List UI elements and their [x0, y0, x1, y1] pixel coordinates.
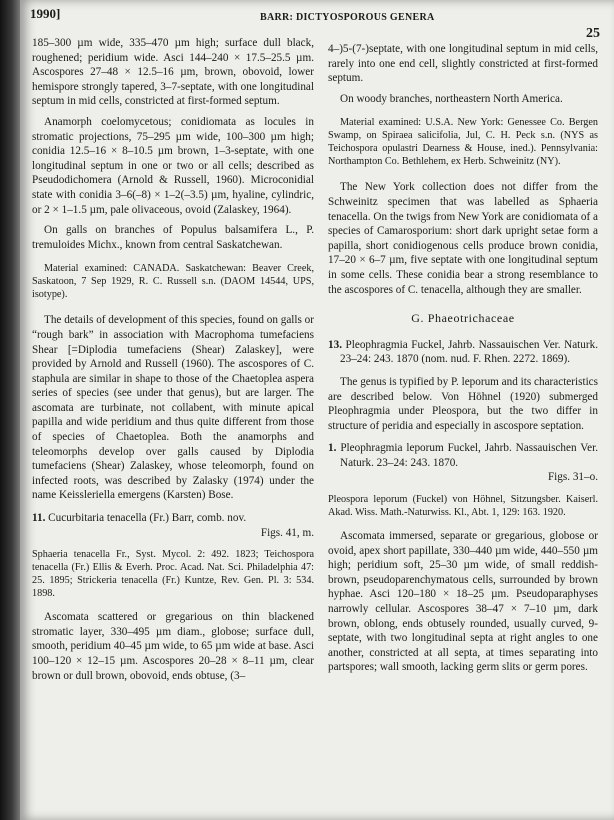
genus-entry-number: 13.	[328, 338, 342, 351]
synonymy: Sphaeria tenacella Fr., Syst. Mycol. 2: 492. 1823; Teichospora tenacella (Fr.) Ellis & Everh. Proc. Acad. Nat. Sci. Philadelphia 47: 25. 1895; Strickeria tenacella (Fr.) Kuntze, Rev. Gen. Pl. 3: 534. 1898.	[32, 549, 314, 600]
species-entry-number: 1.	[328, 442, 337, 455]
species-entry-heading	[32, 511, 314, 540]
paragraph: The details of development of this species, found on galls or “rough bark” in association with Macrophoma tumefaciens Shear [=Diplodia tumefaciens (Shear) Zalaskey], were provided by Arnold and Russell (1960). The ascospores of C. staphula are similar in shape to those of the Chaetoplea aspera series of species (see under that genus), but are larger. The ascomata are turbinate, not collabent, with minute apical papilla and wide peridium and thus quite different from those of species of Chaetoplea. Both the anamorphs and teleomorphs develop over galls caused by Diplodia tumefaciens (Shear) Zalaskey, whose teleomorph, found on infected roots, was described by Zalasky (1974) under the name Keissleriella emergens (Karsten) Bose.	[32, 314, 314, 502]
species-entry-heading	[328, 441, 598, 485]
material-examined: Material examined: CANADA. Saskatchewan: Beaver Creek, Saskatoon, 7 Sep 1929, R. C. Russell s.n. (DAOM 14544, UPS, isotype).	[32, 263, 314, 301]
paragraph: The genus is typified by P. leporum and its characteristics are described below. Von Höhnel (1920) submerged Pleophragmia under Pleospora, but the two differ in structure of peridia and especially in ascospore septation.	[328, 375, 598, 432]
paragraph: 4–)5-(7-)septate, with one longitudinal septum in mid cells, rarely into one end cell, slightly constricted at first-formed septum.	[328, 43, 598, 85]
genus-entry-name: Pleophragmia Fuckel, Jahrb. Nassauischen Ver. Naturk. 23–24: 243. 1870 (nom. nud. F. Rhen. 2272. 1869).	[340, 338, 598, 366]
paragraph: Ascomata scattered or gregarious on thin blackened stromatic layer, 330–495 µm diam., globose; surface dull, smooth, peridium 40–45 µm wide, to 65 µm wide at base. Asci 100–120 × 12–15 µm. Ascospores 20–28 × 8–11 µm, clear brown or dull brown, obovoid, ends obtuse, (3–	[32, 611, 314, 682]
running-head	[30, 6, 604, 41]
book-spine-shadow	[0, 0, 20, 820]
paragraph: On galls on branches of Populus balsamifera L., P. tremuloides Michx., known from central Saskatchewan.	[32, 224, 314, 251]
running-head-year: 1990]	[30, 6, 61, 21]
right-column	[328, 42, 598, 681]
paragraph: Anamorph coelomycetous; conidiomata as locules in stromatic projections, 75–295 µm wide, 100–300 µm high; conidia 12.5–16 × 8–10.5 µm brown, 1–3-septate, with one longitudinal septum in one or two or all cells; described as Pseudodichomera (Arnold & Russell, 1960). Microconidial state with conidia 3–6(–8) × 1–2(–3.5) µm, hyaline, cylindric, or 2 × 1–1.5 µm, pale olivaceous, ovoid (Zalaskey, 1964).	[32, 115, 314, 216]
left-column	[32, 36, 314, 689]
running-head-title: BARR: DICTYOSPOROUS GENERA	[260, 12, 435, 23]
section-heading: G. Phaeotrichaceae	[411, 311, 515, 326]
figure-reference: Figs. 31–o.	[547, 471, 598, 484]
paragraph: 185–300 µm wide, 335–470 µm high; surface dull black, roughened; peridium wide. Asci 144–240 × 17.5–25.5 µm. Ascospores 27–48 × 12.5–16 µm, brown, obovoid, lower hemispore strongly tapered, 3–7-septate, with one longitudinal septum in mid cells, constricted at first-formed septum.	[32, 37, 314, 108]
synonymy: Pleospora leporum (Fuckel) von Höhnel, Sitzungsber. Kaiserl. Akad. Wiss. Math.-Naturwiss. Kl., Abt. 1, 129: 163. 1920.	[328, 494, 598, 519]
book-page	[20, 0, 614, 820]
species-entry-number: 11.	[32, 512, 46, 525]
paragraph: Ascomata immersed, separate or gregarious, globose or ovoid, apex short papillate, 330–440 µm wide, 440–550 µm high; peridium soft, 25–30 µm wide, of small reddish-brown, pseudoparenchymatous cells, surrounded by brown hyphae. Asci 120–180 × 18–25 µm. Pseudoparaphyses narrowly cellular. Ascospores 38–47 × 7–10 µm, dark brown, oblong, ends obtusely rounded, usually curved, 9-septate, with two longitudinal septa at right angles to one another, constricted at all septa, at times separating into partspores; wall smooth, lacking germ slits or germ pores.	[328, 530, 598, 674]
figure-reference: Figs. 41, m.	[260, 526, 314, 539]
species-entry-name: Pleophragmia leporum Fuckel, Jahrb. Nassauischen Ver. Naturk. 23–24: 243. 1870.	[340, 442, 599, 469]
page-number: 25	[586, 26, 600, 41]
paragraph: On woody branches, northeastern North America.	[340, 92, 563, 105]
paragraph: The New York collection does not differ from the Schweinitz specimen that was labelled as Sphaeria tenacella. On the twigs from New York are conidiomata of a species of Camarosporium: short dark upright setae form a papilla, short conidiogenous cells produce brown conidia, 17–20 × 6–7 µm, five septate with one longitudinal septum in some cells. These conidia bear a strong resemblance to the ascospores of C. tenacella, although they are smaller.	[328, 181, 598, 296]
genus-entry-heading	[328, 338, 598, 367]
material-examined: Material examined: U.S.A. New York: Genessee Co. Bergen Swamp, on Spiraea salicifolia, Jul, C. H. Peck s.n. (NYS as Teichospora opulastri Dearness & House, ined.). Pennsylvania: Northampton Co. Bethlehem, ex Herb. Schweinitz (NY).	[328, 117, 598, 168]
species-entry-name: Cucurbitaria tenacella (Fr.) Barr, comb. nov.	[48, 512, 247, 525]
